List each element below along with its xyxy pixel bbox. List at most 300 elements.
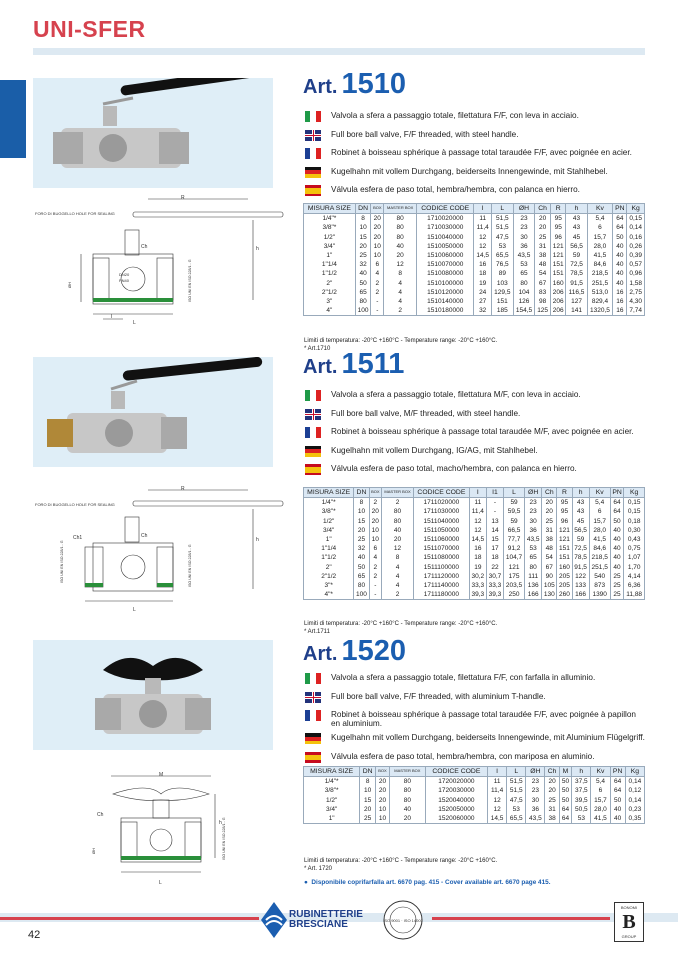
table-cell: 6 [371,260,384,269]
footer-accent-left [0,917,259,920]
table-cell: 18 [474,269,492,278]
france-flag-icon [305,710,321,721]
table-cell: 2" [304,279,356,288]
table-cell: 20 [375,796,389,805]
table-cell: - [369,581,382,590]
table-cell: 50 [559,777,572,787]
table-cell: 80 [355,297,371,306]
svg-text:ISO UNI EN ISO 228/1 - G: ISO UNI EN ISO 228/1 - G [60,540,64,583]
table-cell: 53 [525,544,542,553]
table-cell: 40 [610,535,624,544]
table-cell: 43,5 [526,814,545,824]
table-cell: 1390 [589,590,610,600]
desc-es: Válvula esfera de paso total, hembra/hembra, con palanca en hierro. [305,185,645,204]
table-cell: 2 [382,590,414,600]
table-cell: 151 [491,297,513,306]
table-cell: 77,7 [504,535,525,544]
table-cell: 25 [610,581,624,590]
table-cell: 12 [384,260,417,269]
table-cell: 251,5 [589,563,610,572]
table-cell: 111 [525,572,542,581]
col-header: PN [610,767,625,777]
table-row [304,498,645,508]
table-cell: 166 [525,590,542,600]
table-cell: 80 [384,214,417,224]
table-cell: 15 [360,796,376,805]
table-cell: 3/4" [304,242,356,251]
germany-flag-icon [305,167,321,178]
uk-flag-icon [305,692,321,703]
table-cell: 2"1/2 [304,572,354,581]
table-cell: 20 [369,517,382,526]
svg-text:ISO UNI EN ISO 228/1 - G: ISO UNI EN ISO 228/1 - G [222,817,226,860]
table-cell: 10 [360,786,376,795]
table-cell: 4" [304,306,356,316]
table-cell: 151 [557,544,572,553]
svg-text:Ch: Ch [97,812,104,818]
table-cell: 103 [491,279,513,288]
table-cell: 206 [550,288,566,297]
table-row [304,563,645,572]
table-row [304,572,645,581]
bonomi-group-mark: BONOMI B GROUP [614,902,644,942]
table-cell: 1510070000 [417,260,474,269]
table-cell: 50,5 [572,805,591,814]
table-cell: 25 [355,251,371,260]
technical-drawing-1511 [33,483,288,618]
table-row [304,786,645,795]
table-cell: 40 [610,553,624,562]
table-cell: 31 [535,242,551,251]
table-cell: 20 [542,498,557,508]
table-cell: 15 [486,535,503,544]
table-row [304,544,645,553]
table-cell: 4 [369,553,382,562]
svg-text:L: L [133,607,136,613]
table-cell: 15 [355,233,371,242]
table-cell: 6 [587,223,613,232]
table-cell: 2 [369,572,382,581]
table-cell: 83 [535,288,551,297]
table-cell: 80 [525,563,542,572]
table-cell: 39,5 [572,796,591,805]
certification-seal-icon [378,898,428,942]
table-cell: 47,5 [491,233,513,242]
table-cell: 72,5 [572,544,589,553]
descriptions-1510 [305,111,645,204]
col-header: Ch [542,488,557,498]
table-cell: 20 [535,223,551,232]
table-cell: 1710030000 [417,223,474,232]
table-cell: 25 [360,814,376,824]
table-cell: 104 [513,288,535,297]
table-cell: 80 [389,786,425,795]
table-cell: 185 [491,306,513,316]
table-cell: 141 [566,306,587,316]
table-cell: 2 [384,306,417,316]
descriptions-1520 [305,673,645,770]
table-cell: 50 [559,786,572,795]
table-cell: 56,5 [566,242,587,251]
table-cell: 80 [513,279,535,288]
table-cell: 121 [557,526,572,535]
table-cell: 16 [474,260,492,269]
table-cell: 1510080000 [417,269,474,278]
svg-text:DN20: DN20 [119,272,130,277]
table-cell: 80 [384,223,417,232]
table-cell: 32 [355,260,371,269]
table-cell: 1/2" [304,233,356,242]
table-cell: 1511050000 [414,526,470,535]
col-header: L [491,204,513,214]
table-cell: 6,36 [624,581,645,590]
table-cell: 16 [469,544,486,553]
table-cell: 56,5 [572,526,589,535]
table-cell: 18 [486,553,503,562]
svg-text:Ch: Ch [141,533,148,539]
svg-text:ISO UNI EN ISO 228/1 - G: ISO UNI EN ISO 228/1 - G [188,259,192,302]
table-cell: 78,5 [566,269,587,278]
table-cell: 32 [474,306,492,316]
table-cell: 25 [542,517,557,526]
table-cell: - [486,507,503,516]
table-cell: 121 [557,535,572,544]
table-cell: 59,5 [504,507,525,516]
table-cell: 28,0 [587,242,613,251]
table-cell: 45 [566,233,587,242]
col-header: Kg [627,204,645,214]
table-cell: 91,5 [572,563,589,572]
table-cell: 20 [542,507,557,516]
desc-de: Kugelhahn mit vollem Durchgang, beiderseits Innengewinde, mit Stahlhebel. [305,167,645,186]
table-cell: 12 [469,517,486,526]
table-cell: 38 [545,814,559,824]
table-cell: 0,30 [624,526,645,535]
svg-text:h: h [256,537,259,543]
table-cell: 100 [354,590,369,600]
svg-text:PN40: PN40 [119,278,130,283]
table-cell: 0,15 [624,507,645,516]
table-cell: 11 [474,214,492,224]
uk-flag-icon [305,409,321,420]
col-header: CODICE CODE [414,488,470,498]
table-cell: 8 [354,498,369,508]
table-cell: 66,5 [504,526,525,535]
table-cell: 12 [382,544,414,553]
table-cell: 39,3 [486,590,503,600]
table-cell: 64 [610,507,624,516]
table-cell: 51,5 [507,777,526,787]
table-cell: 59 [572,535,589,544]
table-cell: 1,58 [627,279,645,288]
table-cell: 121 [504,563,525,572]
table-cell: 48 [535,260,551,269]
table-cell: 33,3 [486,581,503,590]
table-cell: 1510140000 [417,297,474,306]
table-cell: 33,3 [469,581,486,590]
table-cell: 250 [504,590,525,600]
table-cell: 38 [542,535,557,544]
table-cell: 12 [488,796,507,805]
table-cell: 0,75 [624,544,645,553]
table-cell: 95 [550,214,566,224]
table-cell: 1"1/2 [304,553,354,562]
table-cell: 80 [389,777,425,787]
table-cell: 64 [559,814,572,824]
table-cell: 40 [610,814,625,824]
table-cell: 3/4" [304,526,354,535]
table-cell: 64 [613,214,627,224]
table-cell: 160 [557,563,572,572]
col-header: BOX [369,488,382,498]
col-header: Kv [589,488,610,498]
table-cell: 10 [375,814,389,824]
table-cell: - [486,498,503,508]
col-header: DN [354,488,369,498]
table-cell: 20 [355,242,371,251]
table-cell: 15,7 [591,796,610,805]
table-cell: 30,7 [486,572,503,581]
table-cell: 1511070000 [414,544,470,553]
table-cell: 2 [371,288,384,297]
table-cell: 1711180000 [414,590,470,600]
col-header: Kv [587,204,613,214]
table-cell: 67 [542,563,557,572]
table-cell: 51,5 [491,214,513,224]
table-cell: 218,5 [589,553,610,562]
table-cell: 5,4 [587,214,613,224]
table-cell: 16 [613,306,627,316]
table-cell: 12 [488,805,507,814]
table-cell: 14,5 [469,535,486,544]
table-cell: 3/8"* [304,507,354,516]
table-cell: 1"1/4 [304,544,354,553]
table-cell: 50 [610,517,624,526]
table-cell: 127 [566,297,587,306]
table-cell: 4 [384,297,417,306]
table-cell: 20 [375,777,389,787]
table-row [304,306,645,316]
table-cell: 15,7 [589,517,610,526]
table-cell: 1" [304,251,356,260]
table-cell: 4 [384,288,417,297]
table-cell: 72,5 [566,260,587,269]
footer-accent-right [432,917,610,920]
table-cell: 20 [535,214,551,224]
table-cell: 25 [535,233,551,242]
table-cell: 59 [504,517,525,526]
table-cell: 122 [572,572,589,581]
table-cell: 31 [545,805,559,814]
col-header: M [559,767,572,777]
table-cell: 30 [513,233,535,242]
col-header: h [572,488,589,498]
italy-flag-icon [305,390,321,401]
table-cell: 10 [354,507,369,516]
table-cell: 125 [535,306,551,316]
table-cell: 121 [550,242,566,251]
table-cell: 15,7 [587,233,613,242]
table-cell: 30 [526,796,545,805]
col-header: h [572,767,591,777]
notes-1511: Limiti di temperatura: -20°C +160°C - Temperature range: -20°C +160°C. * Art.1711 [304,621,498,635]
table-cell: 1711020000 [414,498,470,508]
table-row [304,260,645,269]
page-title: UNI-SFER [33,16,146,42]
table-cell: 64 [613,223,627,232]
table-cell: 40 [354,553,369,562]
france-flag-icon [305,427,321,438]
table-cell: - [369,590,382,600]
table-cell: 1510180000 [417,306,474,316]
table-cell: 10 [371,251,384,260]
table-cell: 19 [469,563,486,572]
table-cell: 84,6 [589,544,610,553]
table-cell: 65 [513,269,535,278]
table-cell: 1720030000 [425,786,487,795]
table-cell: 5,4 [591,777,610,787]
table-cell: 65,5 [507,814,526,824]
table-cell: 95 [557,498,572,508]
table-row [304,251,645,260]
table-cell: 0,23 [625,805,644,814]
col-header: I [469,488,486,498]
table-cell: 20 [360,805,376,814]
product-photo-1520 [33,640,273,750]
header-bar [33,48,645,55]
table-cell: 2"1/2 [304,288,356,297]
article-title-1511: Art. 1511 [303,348,405,380]
desc-it: Valvola a sfera a passaggio totale, filettatura F/F, con leva in acciaio. [305,111,645,130]
table-cell: 2 [371,279,384,288]
desc-it: Valvola a sfera a passaggio totale, filettatura M/F, con leva in acciaio. [305,390,645,409]
table-cell: 80 [384,233,417,242]
table-cell: 260 [557,590,572,600]
table-cell: 80 [382,507,414,516]
table-row [304,297,645,306]
table-row [304,553,645,562]
table-cell: 43 [572,498,589,508]
col-header: DN [355,204,371,214]
table-cell: 23 [513,214,535,224]
table-cell: 50 [559,796,572,805]
table-cell: 54 [542,553,557,562]
svg-text:Ch1: Ch1 [73,535,83,541]
table-cell: 1/4"* [304,777,360,787]
table-cell: 130 [542,590,557,600]
table-cell: 53 [572,814,591,824]
table-cell: 14,5 [474,251,492,260]
table-cell: 41,5 [587,251,613,260]
table-cell: 41,5 [589,535,610,544]
table-cell: 100 [355,306,371,316]
table-cell: 43,5 [525,535,542,544]
svg-text:ISO 9001 · ISO 14001: ISO 9001 · ISO 14001 [383,918,423,923]
svg-text:ØH: ØH [91,848,96,854]
table-cell: 5,4 [589,498,610,508]
table-cell: 98 [535,297,551,306]
table-cell: 2" [304,563,354,572]
desc-fr: Robinet à boisseau sphérique à passage total taraudée M/F, avec poignée en acier. [305,427,645,446]
table-cell: 18 [469,553,486,562]
table-cell: 65,5 [491,251,513,260]
table-cell: 1511060000 [414,535,470,544]
table-cell: 1520060000 [425,814,487,824]
table-cell: 37,5 [572,777,591,787]
table-cell: 4 [382,581,414,590]
table-cell: 32 [354,544,369,553]
table-cell: 40 [382,526,414,535]
table-cell: 36 [525,526,542,535]
table-cell: 17 [486,544,503,553]
table-cell: 1720020000 [425,777,487,787]
table-cell: 80 [354,581,369,590]
table-cell: 38 [535,251,551,260]
col-header: MASTER BOX [384,204,417,214]
col-header: MISURA SIZE [304,488,354,498]
table-cell: 0,43 [624,535,645,544]
table-cell: 53 [491,242,513,251]
table-cell: 1510120000 [417,288,474,297]
table-cell: 151 [557,553,572,562]
table-cell: 11,88 [624,590,645,600]
table-cell: 1,07 [624,553,645,562]
col-header: Kg [625,767,644,777]
col-header: MASTER BOX [389,767,425,777]
table-cell: 23 [526,777,545,787]
table-cell: 40 [389,805,425,814]
table-cell: 24 [474,288,492,297]
table-cell: 40 [613,251,627,260]
svg-text:h: h [219,820,222,826]
table-cell: 136 [525,581,542,590]
hole-label: FORO DI BUGGELLO HOLE FOR SEALING [35,211,115,216]
col-header: MISURA SIZE [304,767,360,777]
table-cell: 10 [369,535,382,544]
table-cell: 20 [389,814,425,824]
table-cell: 2 [382,498,414,508]
table-cell: 0,39 [627,251,645,260]
table-cell: 14 [486,526,503,535]
table-cell: 1"1/2 [304,269,356,278]
table-cell: 40 [613,260,627,269]
table-cell: 105 [542,581,557,590]
table-cell: 12 [469,526,486,535]
table-cell: 23 [525,498,542,508]
table-cell: 1510060000 [417,251,474,260]
table-row [304,590,645,600]
table-cell: 151 [550,269,566,278]
table-cell: 1/2" [304,796,360,805]
table-cell: 96 [557,517,572,526]
table-cell: 1511040000 [414,517,470,526]
table-cell: 4 [382,572,414,581]
spec-table-1510 [303,203,645,316]
table-cell: 20 [545,777,559,787]
table-row [304,796,645,805]
table-cell: 95 [557,507,572,516]
table-cell: 53 [507,805,526,814]
desc-es: Válvula esfera de paso total, hembra/hembra, con mariposa en aluminio. [305,752,645,771]
col-header: Kg [624,488,645,498]
table-row [304,214,645,224]
technical-drawing-1510 [33,190,288,330]
table-cell: 1320,5 [587,306,613,316]
table-cell: 36 [513,242,535,251]
table-cell: 65 [354,572,369,581]
table-cell: 20 [354,526,369,535]
table-cell: 40 [610,563,624,572]
